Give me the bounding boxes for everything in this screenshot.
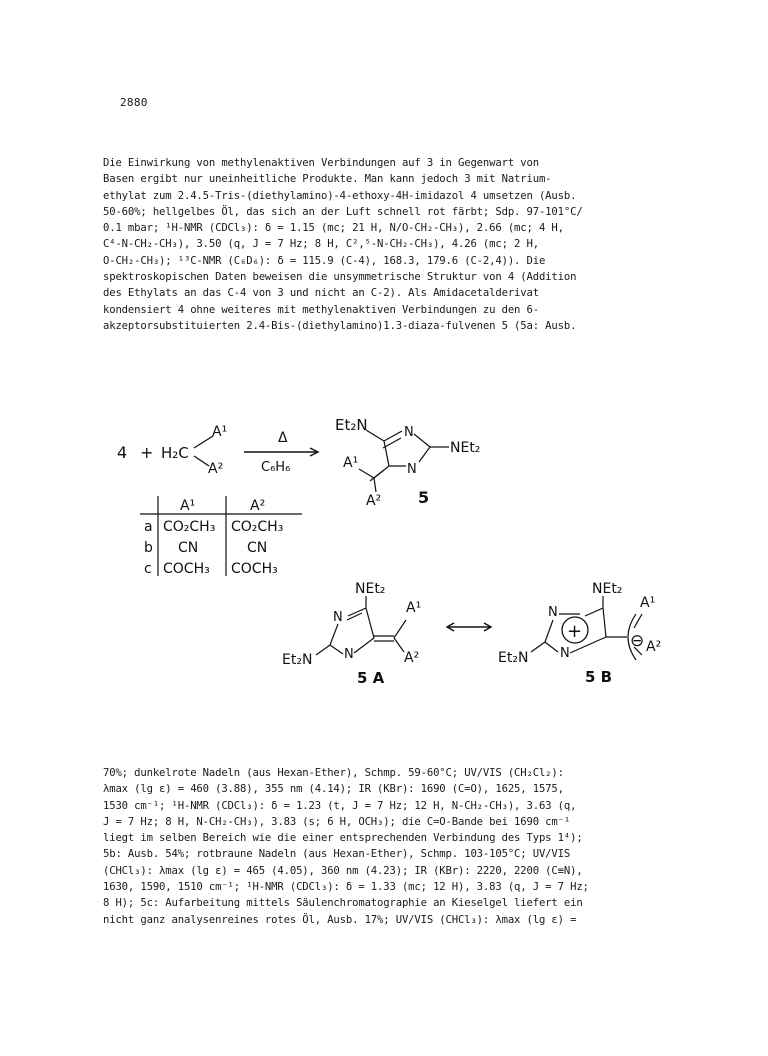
a1-substituent-label: A¹ [212, 424, 228, 440]
bond-line [370, 470, 384, 481]
bond-line [354, 638, 374, 653]
table-cell: COCH₃ [231, 561, 278, 577]
text-line: J = 7 Hz; 8 H, N-CH₂-CH₃), 3.83 (s; 6 H, OCH₃); die C=O-Bande bei 1690 cm⁻¹ [103, 815, 571, 828]
bond-line [366, 608, 374, 638]
table-header-a2: A² [250, 498, 266, 514]
text-line: 8 H); 5c: Aufarbeitung mittels Säulenchromatographie an Kieselgel liefert ein [103, 897, 583, 910]
plus-sign: + [140, 443, 154, 462]
bond-line [531, 642, 545, 652]
ring-n-label: N [407, 462, 417, 477]
text-line: des Ethylats an das C-4 von 3 und nicht an C-2). Als Amidacetalderivat [103, 287, 539, 300]
text-line: liegt im selben Bereich wie die einer entsprechenden Verbindung des Typs 1⁴); [103, 832, 583, 845]
et2n-label: Et₂N [498, 650, 529, 666]
bond-line [585, 608, 603, 616]
text-line: 50-60%; hellgelbes Öl, das sich an der Luft schnell rot färbt; Sdp. 97-101°C/ [103, 205, 583, 218]
a2-substituent-label: A² [646, 639, 662, 655]
text-line: 1630, 1590, 1510 cm⁻¹; ¹H-NMR (CDCl₃): δ = 1.33 (mc; 12 H), 3.83 (q, J = 7 Hz; [103, 881, 589, 894]
table-cell: COCH₃ [163, 561, 210, 577]
text-line: 5b: Ausb. 54%; rotbraune Nadeln (aus Hexan-Ether), Schmp. 103-105°C; UV/VIS [103, 848, 571, 861]
resonance-5b-label: 5 B [585, 668, 613, 686]
bond-line [366, 430, 384, 441]
h2c-label: H₂C [161, 444, 189, 462]
table-row-id: a [144, 519, 153, 535]
table-row-id: b [144, 540, 153, 556]
bond-line [359, 469, 374, 478]
text-line: nicht ganz analysenreines rotes Öl, Ausb. 17%; UV/VIS (CHCl₃): λmax (lg ε) = [103, 913, 577, 926]
table-row-id: c [144, 561, 152, 577]
table-cell: CN [247, 540, 268, 556]
et2n-label: Et₂N [282, 652, 313, 668]
a1-substituent-label: A¹ [343, 455, 359, 471]
bond-line [603, 608, 606, 637]
paragraph-2 [103, 765, 713, 928]
ring-n-label: N [548, 605, 558, 620]
bond-line [394, 638, 404, 652]
bond-line [347, 613, 362, 620]
resonance-5a-label: 5 A [357, 669, 385, 687]
bond-line [330, 645, 343, 654]
bond-line [419, 447, 430, 462]
text-line: 1530 cm⁻¹; ¹H-NMR (CDCl₃): δ = 1.23 (t, J = 7 Hz; 12 H, N-CH₂-CH₃), 3.63 (q, [103, 799, 577, 812]
ring-n-label: N [333, 610, 343, 625]
net2-label: NEt₂ [355, 581, 386, 597]
table-cell: CO₂CH₃ [231, 519, 284, 535]
ring-n-label: N [560, 646, 570, 661]
page-number: 2880 [120, 96, 148, 109]
product-5-label: 5 [418, 488, 430, 507]
ring-n-label: N [404, 425, 414, 440]
text-line: Die Einwirkung von methylenaktiven Verbindungen auf 3 in Gegenwart von [103, 157, 539, 169]
net2-label: NEt₂ [592, 581, 623, 597]
text-line: (CHCl₃): λmax (lg ε) = 465 (4.05), 360 nm (4.23); IR (KBr): 2220, 2200 (C≡N), [103, 864, 583, 877]
net2-label: NEt₂ [450, 440, 481, 456]
a2-substituent-label: A² [208, 461, 224, 477]
a2-substituent-label: A² [366, 493, 382, 509]
bond-line [194, 456, 209, 466]
text-line: kondensiert 4 ohne weiteres mit methylenaktiven Verbindungen zu den 6- [103, 303, 539, 316]
reactant-4-label: 4 [117, 443, 128, 462]
et2n-label: Et₂N [335, 416, 368, 434]
bond-line [316, 645, 330, 655]
bond-line [545, 642, 558, 652]
ring-n-label: N [344, 647, 354, 662]
table-cell: CO₂CH₃ [163, 519, 216, 535]
plus-charge-symbol: + [567, 621, 583, 642]
text-line: C⁴-N-CH₂-CH₃), 3.50 (q, J = 7 Hz; 8 H, C²,⁵-N-CH₂-CH₃), 4.26 (mc; 2 H, [103, 238, 539, 251]
bond-line [374, 478, 376, 492]
text-line: akzeptorsubstituierten 2.4-Bis-(diethylamino)1.3-diaza-fulvenen 5 (5a: Ausb. [103, 319, 577, 332]
a2-substituent-label: A² [404, 650, 420, 666]
text-line: O-CH₂-CH₃); ¹³C-NMR (C₆D₆): δ = 115.9 (C-4), 168.3, 179.6 (C-2,4)). Die [103, 254, 546, 267]
text-line: Basen ergibt nur uneinheitliche Produkte. Man kann jedoch 3 mit Natrium- [103, 173, 552, 186]
text-line: 0.1 mbar; ¹H-NMR (CDCl₃): δ = 1.15 (mc; 21 H, N/O-CH₂-CH₃), 2.66 (mc; 4 H, [103, 222, 564, 235]
bond-line [545, 620, 553, 642]
table-cell: CN [178, 540, 199, 556]
text-line: ethylat zum 2.4.5-Tris-(diethylamino)-4-ethoxy-4H-imidazol 4 umsetzen (Ausb. [103, 189, 577, 202]
bond-line [394, 620, 406, 638]
text-line: 70%; dunkelrote Nadeln (aus Hexan-Ether), Schmp. 59-60°C; UV/VIS (CH₂Cl₂): [103, 767, 564, 779]
bond-line [414, 434, 430, 447]
table-header-a1: A¹ [180, 498, 196, 514]
a1-substituent-label: A¹ [640, 595, 656, 611]
text-line: λmax (lg ε) = 460 (3.88), 355 nm (4.14); IR (KBr): 1690 (C=O), 1625, 1575, [103, 783, 564, 796]
condition-heat: Δ [278, 430, 288, 446]
bond-line [194, 436, 213, 448]
minus-charge-symbol: ⊖ [630, 631, 645, 651]
bond-line [330, 624, 338, 645]
text-line: spektroskopischen Daten beweisen die unsymmetrische Struktur von 4 (Addition [103, 271, 577, 284]
a1-substituent-label: A¹ [406, 600, 422, 616]
condition-solvent: C₆H₆ [261, 460, 291, 475]
